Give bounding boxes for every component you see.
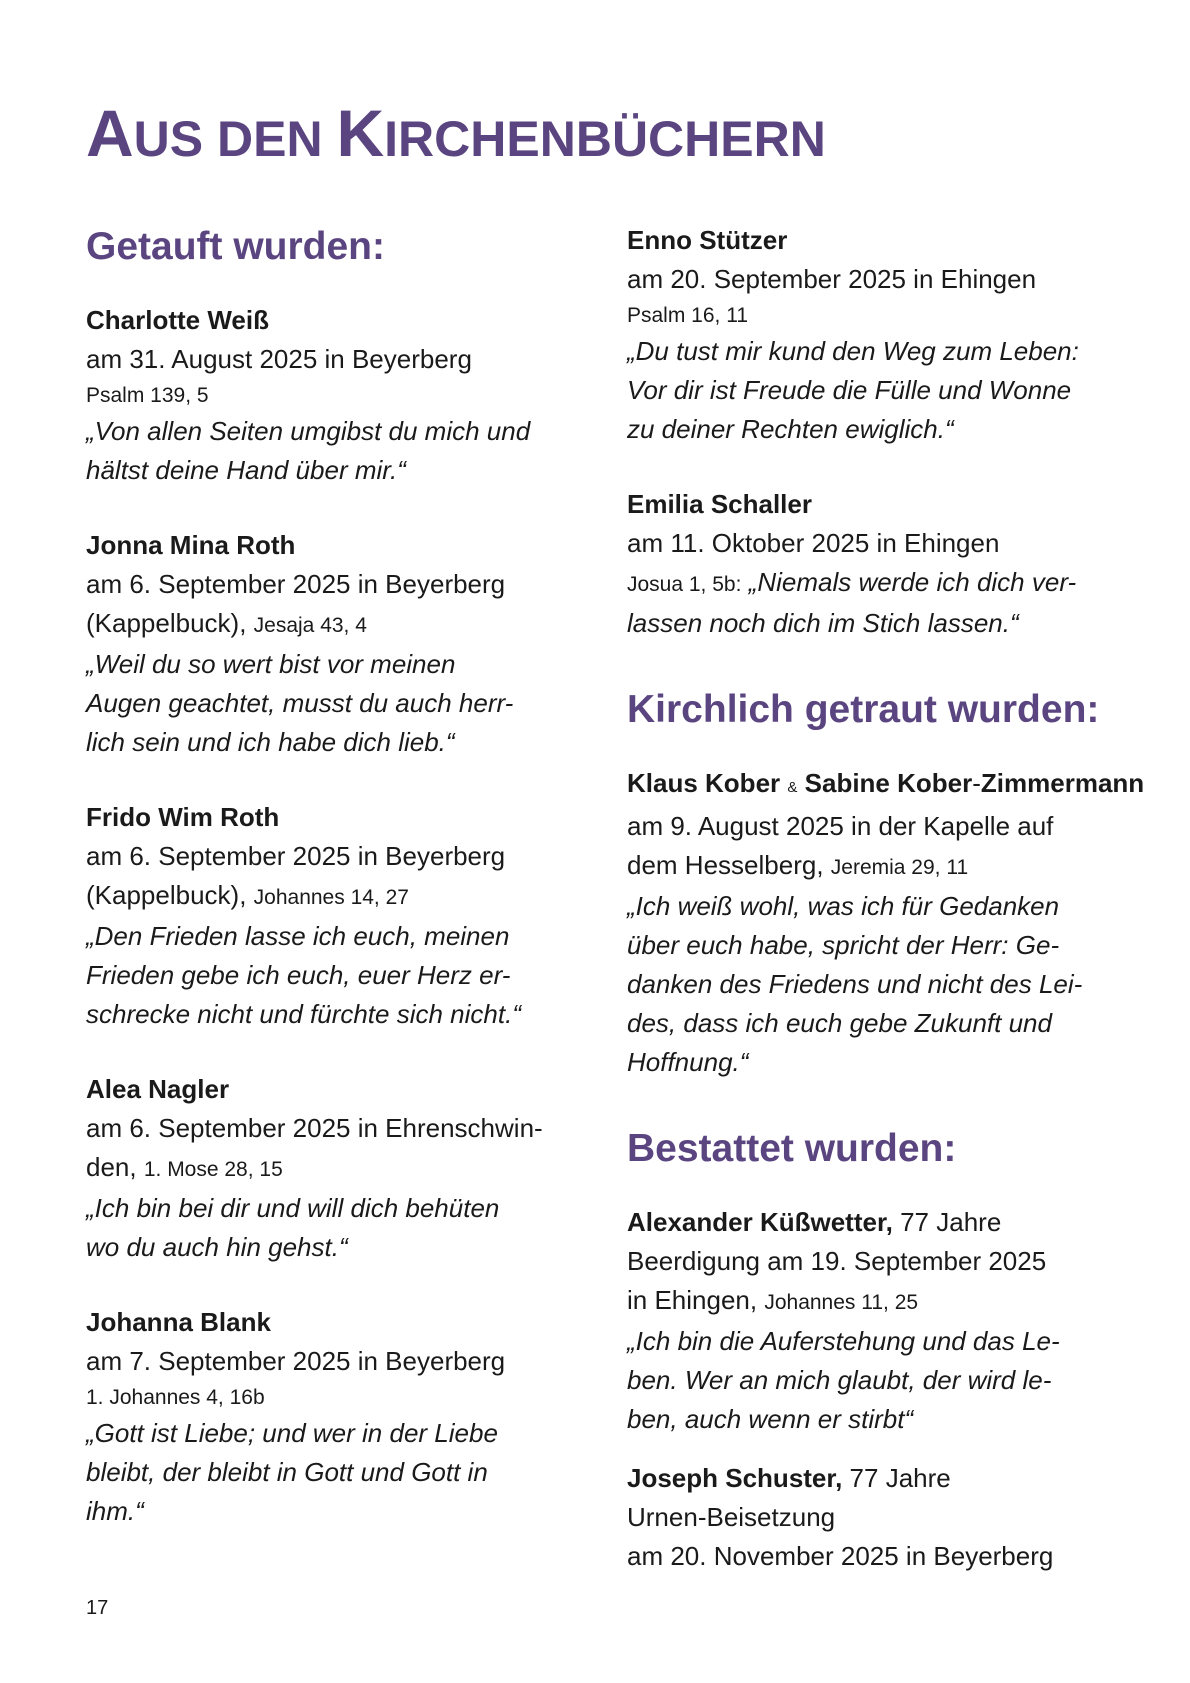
entry-date-place: am 7. September 2025 in Beyerberg: [86, 1345, 506, 1376]
funeral-entry: [627, 1203, 1167, 1439]
entry-age: 77 Jahre: [900, 1206, 1002, 1237]
entry-place-line: [627, 846, 1167, 887]
baptism-entry: [86, 1070, 606, 1267]
page-number: 17: [86, 1597, 109, 1619]
bible-quote-text: „Niemals werde ich dich ver-: [748, 567, 1077, 597]
funeral-entry: [627, 1459, 1167, 1576]
entry-date-place: am 11. Oktober 2025 in Ehingen: [627, 528, 1000, 558]
bible-quote-line: danken des Friedens und nicht des Lei-: [627, 968, 1083, 999]
bible-quote-line: Frieden gebe ich euch, euer Herz er-: [86, 959, 511, 990]
bible-reference: Jesaja 43, 4: [253, 613, 367, 637]
entry-age: 77 Jahre: [849, 1462, 951, 1493]
entry-place: in Ehingen,: [627, 1284, 758, 1315]
entry-names: [627, 764, 1167, 807]
bible-quote-line: ben, auch wenn er stirbt“: [627, 1403, 914, 1434]
entry-date-place: am 20. November 2025 in Beyerberg: [627, 1540, 1054, 1571]
weddings-heading: Kirchlich getraut wurden:: [627, 688, 1100, 731]
bible-reference: Psalm 16, 11: [627, 304, 749, 327]
entry-name: Charlotte Weiß: [86, 304, 269, 335]
baptisms-heading: Getauft wurden:: [86, 225, 385, 268]
entry-name-line: [627, 1203, 1167, 1242]
bible-quote-line: „Du tust mir kund den Weg zum Leben:: [627, 336, 1079, 366]
bible-reference: Jeremia 29, 11: [830, 855, 969, 879]
entry-date-place: am 6. September 2025 in Beyerberg: [86, 568, 506, 599]
right-column: [627, 221, 1167, 1612]
entry-place-line: [86, 876, 606, 917]
title-rest-k: IRCHENBÜCHERN: [384, 111, 826, 167]
entry-place-detail: dem Hesselberg,: [627, 849, 824, 880]
bible-quote-line: Vor dir ist Freude die Fülle und Wonne: [627, 375, 1072, 405]
title-initial-k: K: [336, 96, 385, 170]
bible-quote-line: lassen noch dich im Stich lassen.“: [627, 608, 1019, 638]
bible-quote-line: bleibt, der bleibt in Gott und Gott in: [86, 1456, 488, 1487]
bible-quote-line: „Ich bin die Auferstehung und das Le-: [627, 1325, 1060, 1356]
entry-place-detail: (Kappelbuck),: [86, 879, 247, 910]
entry-name: Alexander Küßwetter,: [627, 1206, 893, 1237]
bible-quote-line: Augen geachtet, musst du auch herr-: [86, 687, 514, 718]
wedding-entry: [627, 764, 1167, 1082]
bible-quote-line: über euch habe, spricht der Herr: Ge-: [627, 929, 1060, 960]
bible-reference: Psalm 139, 5: [86, 383, 209, 407]
bible-quote-line: „Gott ist Liebe; und wer in der Liebe: [86, 1417, 498, 1448]
entry-place-line: [627, 1281, 1167, 1322]
entry-ceremony: Urnen-Beisetzung: [627, 1501, 836, 1532]
entry-date-place: am 20. September 2025 in Ehingen: [627, 264, 1037, 294]
page-title: [86, 96, 826, 172]
bible-quote-line: hältst deine Hand über mir.“: [86, 454, 406, 485]
spouse-name: Klaus Kober: [627, 767, 781, 798]
bible-quote-line: schrecke nicht und fürchte sich nicht.“: [86, 998, 521, 1029]
bible-quote-line: zu deiner Rechten ewiglich.“: [627, 414, 954, 444]
bible-quote-line: „Ich bin bei dir und will dich behüten: [86, 1192, 500, 1223]
bible-reference: Johannes 11, 25: [764, 1290, 919, 1314]
bible-quote-line: lich sein und ich habe dich lieb.“: [86, 726, 455, 757]
baptism-entry: [627, 221, 1167, 449]
ampersand: &: [787, 778, 798, 796]
bible-quote-line: „Weil du so wert bist vor meinen: [86, 648, 456, 679]
entry-name: Enno Stützer: [627, 225, 788, 255]
bible-reference: 1. Johannes 4, 16b: [86, 1385, 265, 1409]
title-initial-a: A: [86, 96, 134, 170]
entry-date-place: am 6. September 2025 in Ehrenschwin-: [86, 1112, 543, 1143]
entry-place-line: [86, 1148, 606, 1189]
funerals-heading: Bestattet wurden:: [627, 1126, 957, 1170]
entry-place-detail: den,: [86, 1151, 137, 1182]
entry-date-place: am 9. August 2025 in der Kapelle auf: [627, 810, 1054, 841]
bible-quote-line: [627, 563, 1167, 604]
baptism-entry: [627, 485, 1167, 643]
bible-quote-line: des, dass ich euch gebe Zukunft und: [627, 1007, 1052, 1038]
bible-quote-line: wo du auch hin gehst.“: [86, 1231, 348, 1262]
entry-place-detail: (Kappelbuck),: [86, 607, 247, 638]
left-column: [86, 224, 606, 1567]
bible-quote-line: ihm.“: [86, 1495, 144, 1526]
entry-name: Frido Wim Roth: [86, 801, 280, 832]
entry-name: Joseph Schuster,: [627, 1462, 843, 1493]
baptism-entry: [86, 526, 606, 762]
entry-place-line: [86, 604, 606, 645]
entry-name: Alea Nagler: [86, 1073, 230, 1104]
bible-quote-line: „Von allen Seiten umgibst du mich und: [86, 415, 531, 446]
baptism-entry: [86, 798, 606, 1034]
entry-date-place: am 31. August 2025 in Beyerberg: [86, 343, 472, 374]
baptism-entry: [86, 301, 606, 490]
spouse-name-part: Zimmermann: [980, 767, 1145, 798]
entry-date-place: am 6. September 2025 in Beyerberg: [86, 840, 506, 871]
bible-quote-line: Hoffnung.“: [627, 1046, 749, 1077]
entry-name: Jonna Mina Roth: [86, 529, 296, 560]
entry-name: Johanna Blank: [86, 1306, 271, 1337]
name-hyphen: -: [972, 767, 981, 798]
bible-quote-line: „Ich weiß wohl, was ich für Gedanken: [627, 890, 1060, 921]
title-rest-a: US DEN: [133, 111, 337, 167]
bible-quote-line: ben. Wer an mich glaubt, der wird le-: [627, 1364, 1052, 1395]
spouse-name: Sabine Kober: [804, 767, 973, 798]
entry-date: Beerdigung am 19. September 2025: [627, 1245, 1047, 1276]
entry-name: Emilia Schaller: [627, 489, 812, 519]
bible-reference: Josua 1, 5b:: [627, 573, 742, 596]
baptism-entry: [86, 1303, 606, 1531]
bible-reference: 1. Mose 28, 15: [143, 1157, 283, 1181]
bible-quote-line: „Den Frieden lasse ich euch, meinen: [86, 920, 510, 951]
bible-reference: Johannes 14, 27: [253, 885, 409, 909]
entry-name-line: [627, 1459, 1167, 1498]
